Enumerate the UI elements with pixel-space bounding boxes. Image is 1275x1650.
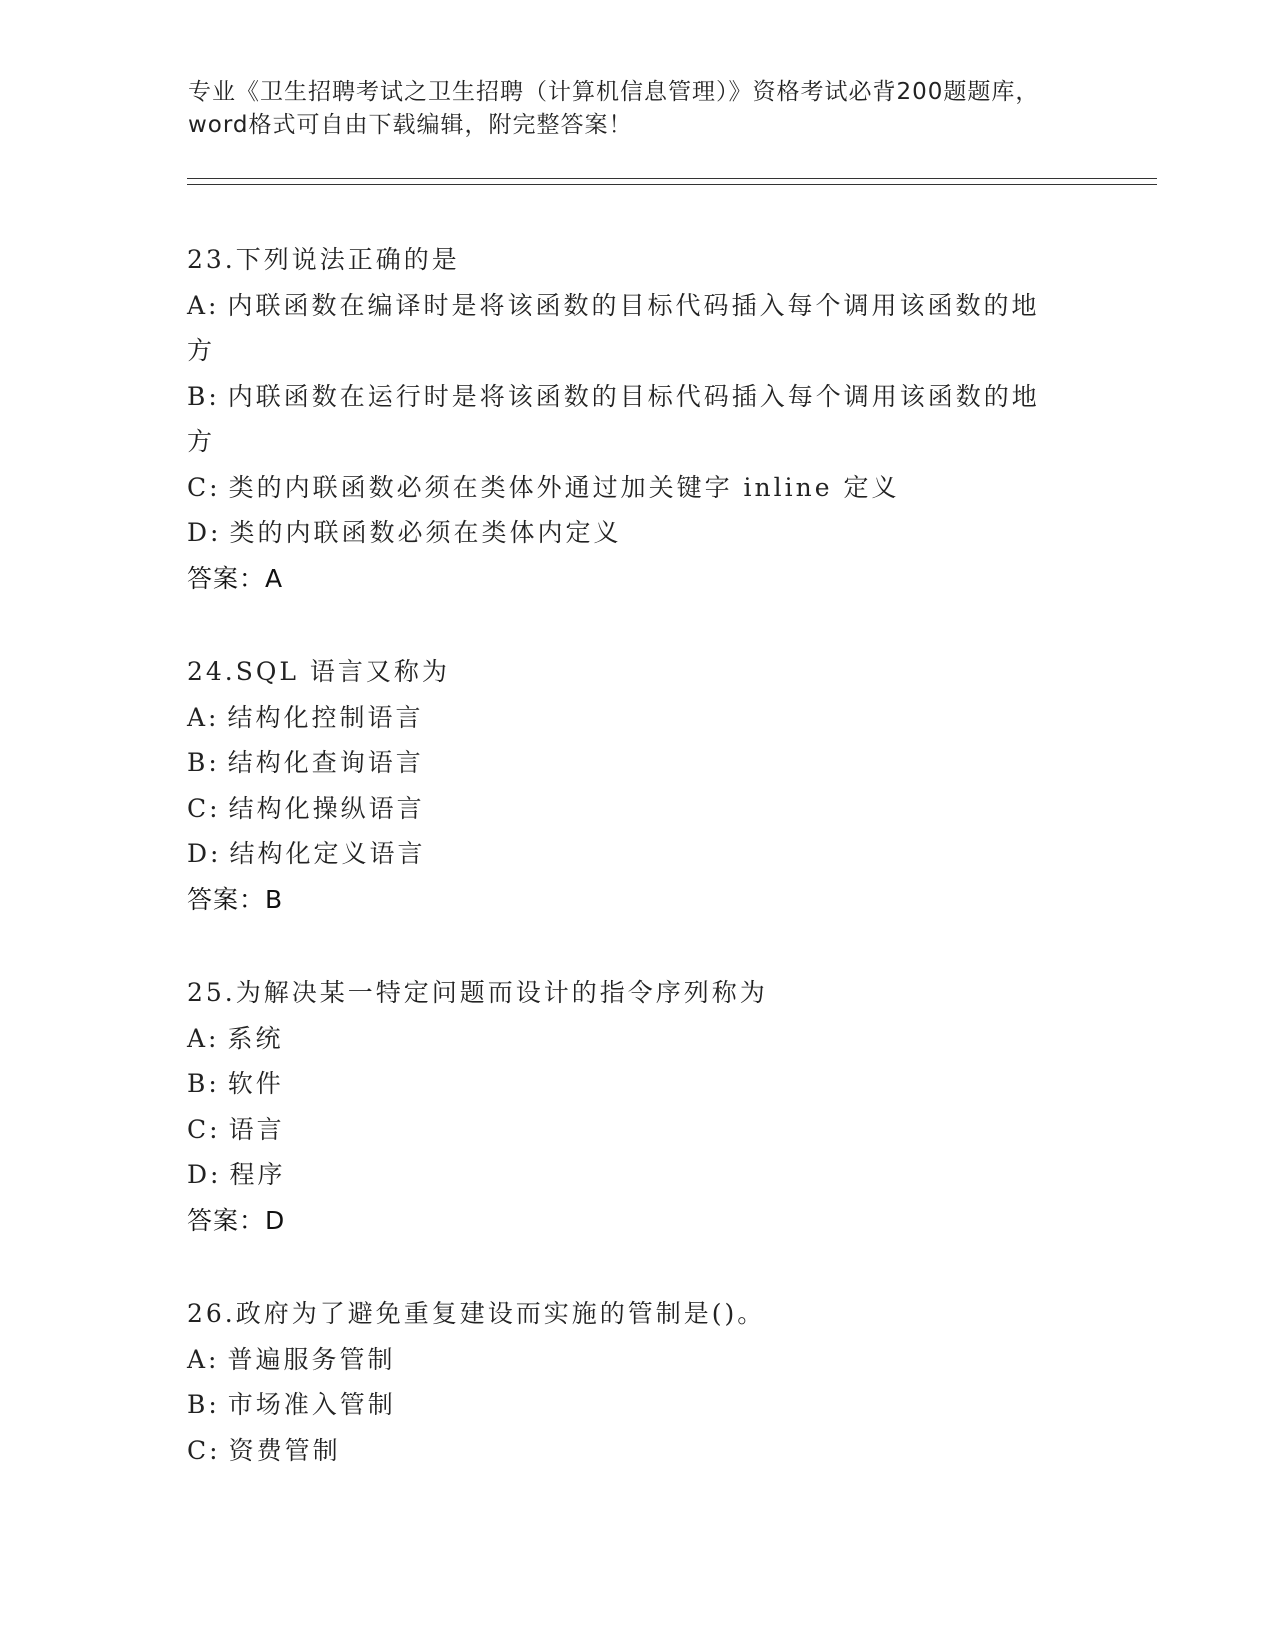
option-text: 程序 <box>229 1160 286 1189</box>
option-label: B: <box>187 1069 220 1098</box>
question-stem: 25.为解决某一特定问题而设计的指令序列称为 <box>187 978 768 1007</box>
document-header <box>188 76 1088 142</box>
answer: 答案：A <box>187 563 284 593</box>
question-stem: 26.政府为了避免重复建设而实施的管制是()。 <box>187 1299 766 1328</box>
option-c <box>187 1107 1087 1153</box>
option-text: 内联函数在编译时是将该函数的目标代码插入每个调用该函数的地 <box>227 290 1040 320</box>
option-a <box>187 1016 1087 1062</box>
option-a-continuation: 方 <box>187 336 216 365</box>
option-d <box>187 510 1087 556</box>
question-23 <box>187 237 1087 601</box>
option-text: 资费管制 <box>228 1435 341 1465</box>
option-text: 类的内联函数必须在类体内定义 <box>229 518 622 547</box>
option-d <box>187 831 1087 877</box>
question-list <box>187 237 1087 1521</box>
option-text: 类的内联函数必须在类体外通过加关键字 inline 定义 <box>228 472 900 502</box>
option-b <box>187 1382 1087 1428</box>
option-label: D: <box>187 518 222 547</box>
option-text: 结构化操纵语言 <box>228 793 425 823</box>
option-label: A: <box>187 290 220 320</box>
option-text: 普遍服务管制 <box>227 1344 396 1374</box>
option-label: C: <box>187 1114 221 1144</box>
option-text: 结构化查询语言 <box>227 748 424 777</box>
option-a <box>187 695 1087 741</box>
option-c <box>187 786 1087 832</box>
option-label: A: <box>187 1344 220 1374</box>
header-divider <box>187 178 1157 185</box>
option-label: C: <box>187 472 221 502</box>
option-b <box>187 374 1087 420</box>
option-text: 语言 <box>228 1114 285 1144</box>
option-c <box>187 465 1087 511</box>
option-text: 内联函数在运行时是将该函数的目标代码插入每个调用该函数的地 <box>227 381 1040 411</box>
header-line-1: 专业《卫生招聘考试之卫生招聘（计算机信息管理）》资格考试必背200题题库， <box>188 79 1040 105</box>
option-a <box>187 283 1087 329</box>
question-stem: 23.下列说法正确的是 <box>187 245 460 274</box>
option-label: A: <box>187 702 220 732</box>
question-25 <box>187 970 1087 1243</box>
question-24 <box>187 649 1087 922</box>
option-label: D: <box>187 1160 222 1189</box>
answer: 答案：D <box>187 1205 286 1235</box>
option-text: 市场准入管制 <box>227 1390 396 1419</box>
option-b <box>187 1061 1087 1107</box>
header-line-2: word格式可自由下载编辑，附完整答案！ <box>188 112 633 138</box>
option-text: 系统 <box>227 1023 284 1053</box>
option-label: D: <box>187 839 222 868</box>
option-label: B: <box>187 1390 220 1419</box>
question-stem: 24.SQL 语言又称为 <box>187 657 450 686</box>
option-label: C: <box>187 1435 221 1465</box>
option-b <box>187 740 1087 786</box>
option-label: B: <box>187 381 220 411</box>
option-c <box>187 1428 1087 1474</box>
option-label: C: <box>187 793 221 823</box>
option-b-continuation: 方 <box>187 427 216 456</box>
option-label: A: <box>187 1023 220 1053</box>
option-text: 结构化控制语言 <box>227 702 424 732</box>
option-label: B: <box>187 748 220 777</box>
question-26 <box>187 1291 1087 1473</box>
option-text: 软件 <box>227 1069 284 1098</box>
option-a <box>187 1337 1087 1383</box>
option-d <box>187 1152 1087 1198</box>
answer: 答案：B <box>187 884 284 914</box>
option-text: 结构化定义语言 <box>229 839 426 868</box>
